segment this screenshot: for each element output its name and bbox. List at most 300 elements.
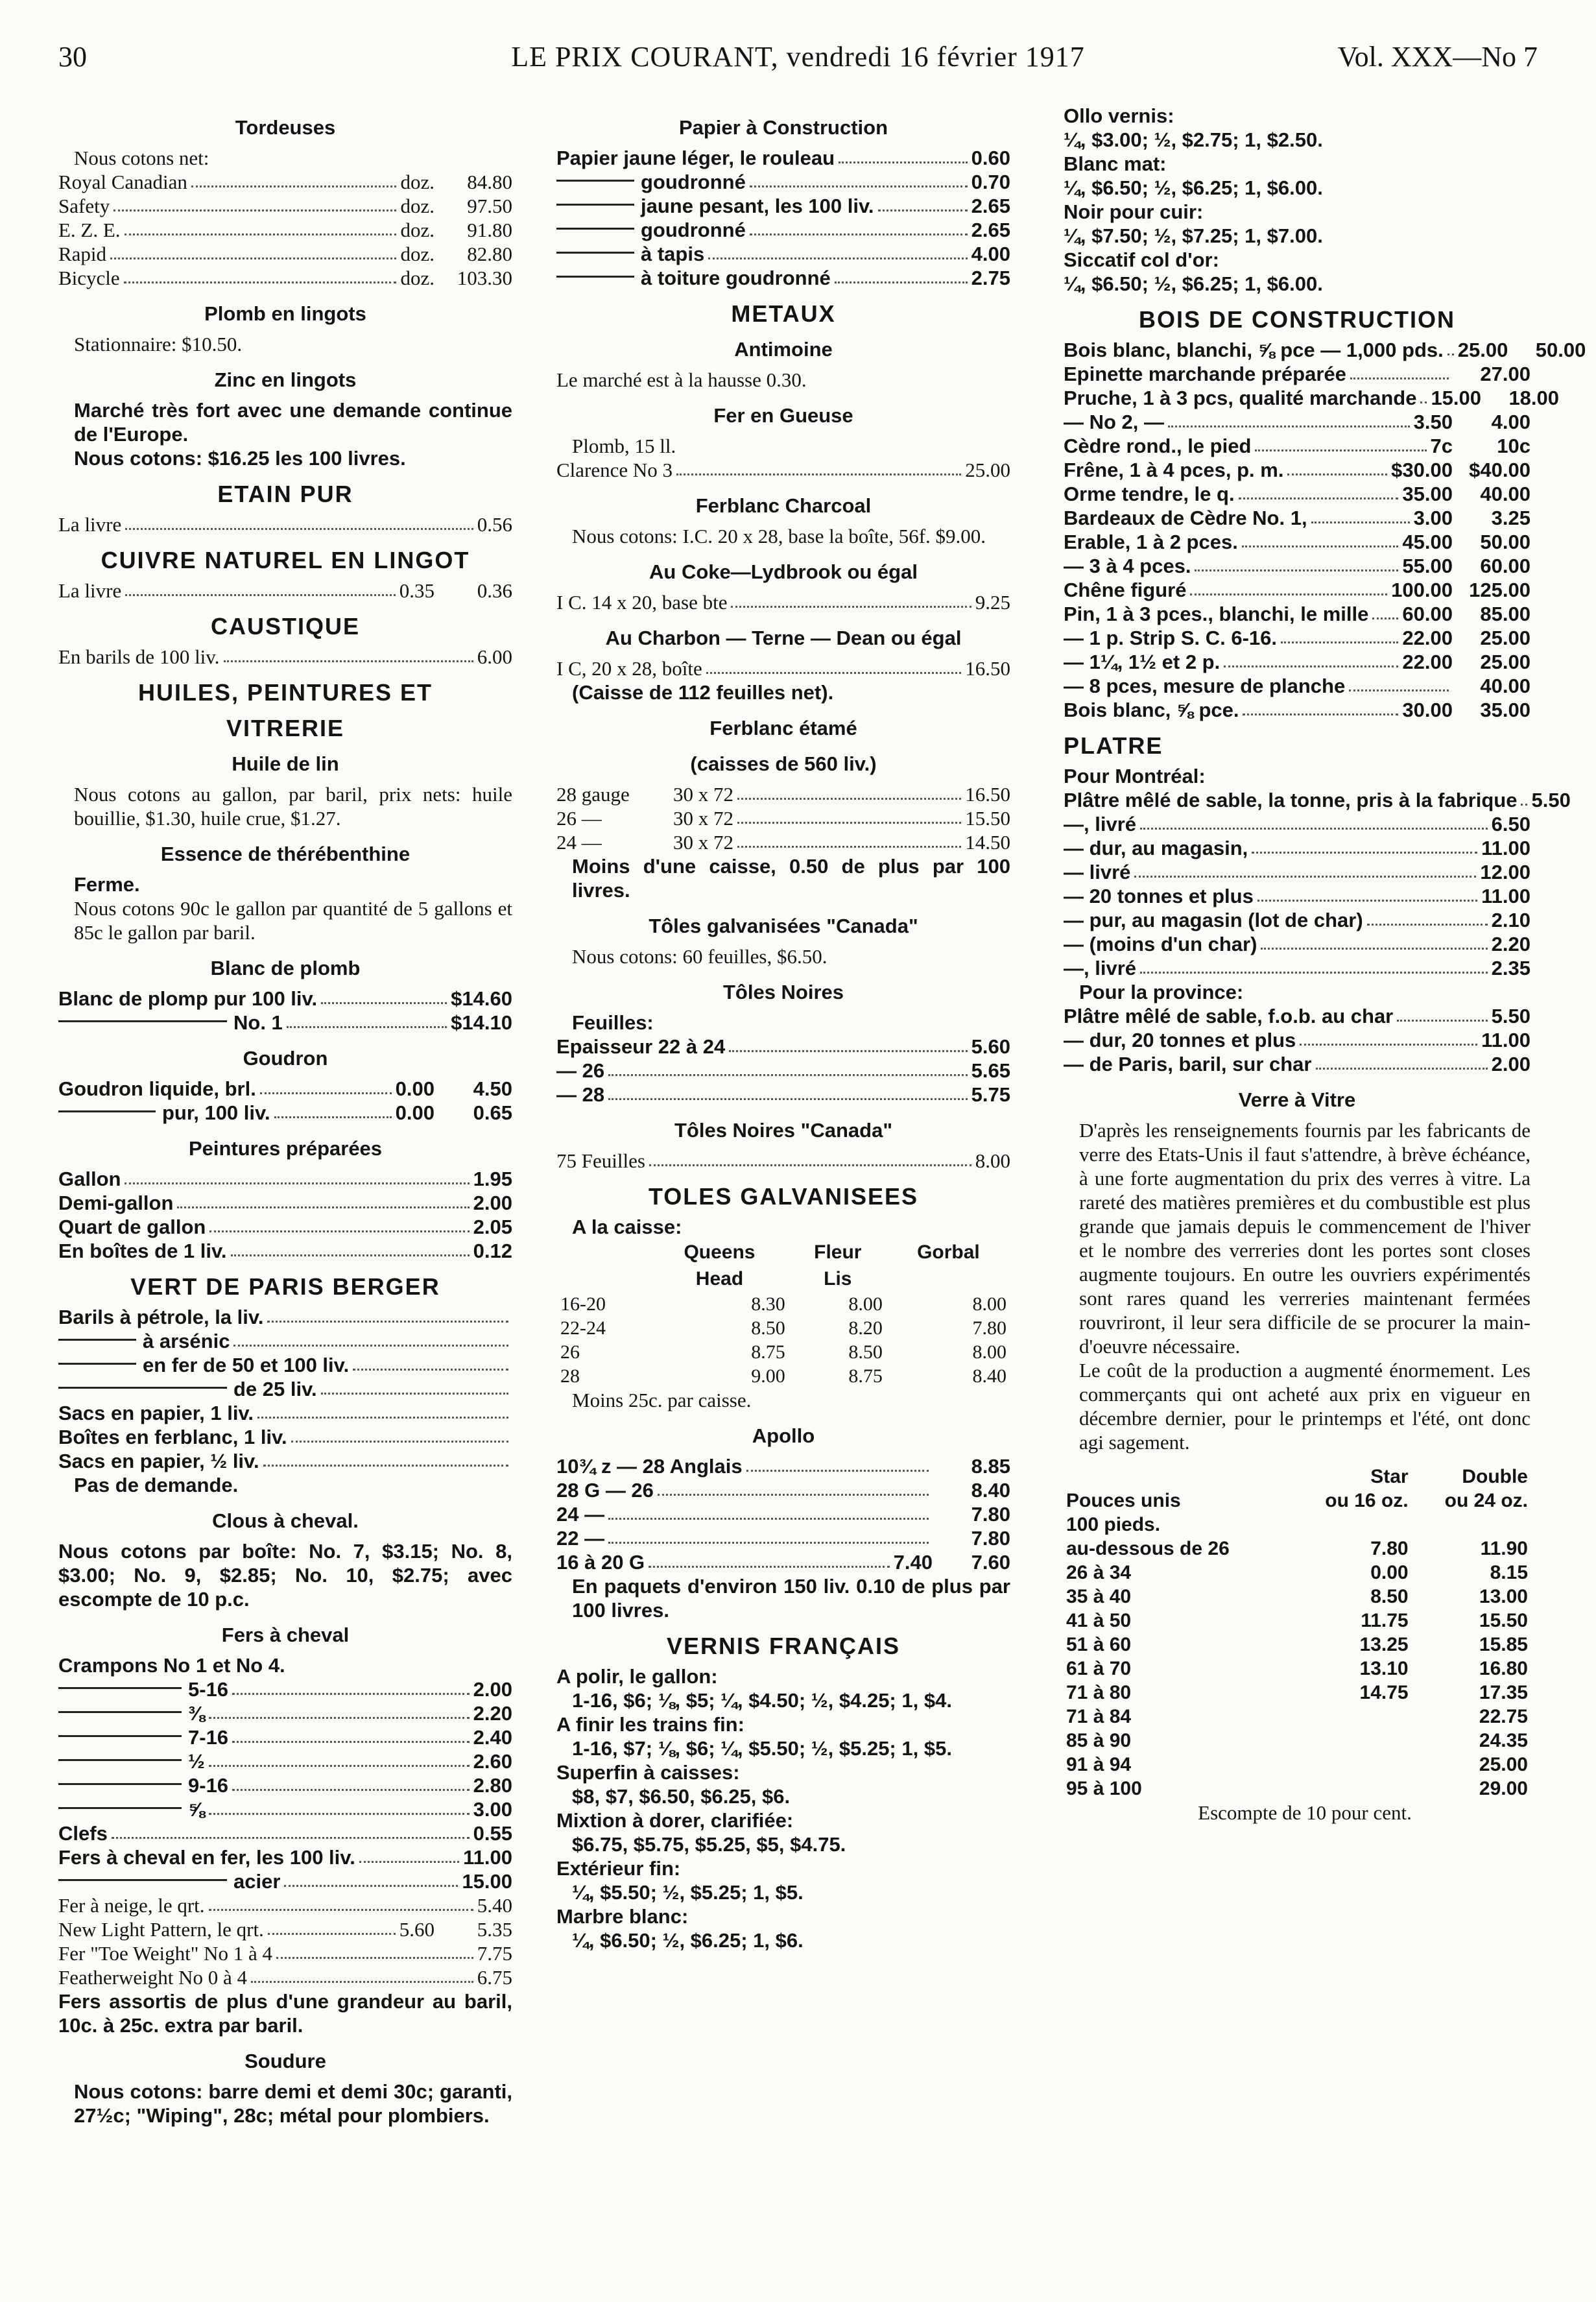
caisse-note: (Caisse de 112 feuilles net). <box>572 681 834 704</box>
dot-leader <box>1224 650 1398 667</box>
section-heading: Verre à Vitre <box>1238 1088 1356 1111</box>
table-cell: 8.20 <box>848 1317 883 1339</box>
price-line: New Light Pattern, le qrt. 5.60 5.35 <box>58 1918 512 1941</box>
price-line <box>1064 932 1530 956</box>
region-label: Pour la province: <box>1079 981 1244 1003</box>
section-heading: Tôles Noires <box>722 981 844 1003</box>
item-price: 4.00 <box>971 243 1010 265</box>
item-price: 16.50 <box>965 783 1010 806</box>
price-a: 55.00 <box>1402 555 1453 577</box>
section-heading: Peintures préparées <box>188 1137 383 1160</box>
table-row <box>1064 1753 1530 1777</box>
item-name: à arsénic <box>58 1329 230 1353</box>
item-name: Sacs en papier, ½ liv. <box>58 1450 259 1472</box>
list-item <box>58 1353 512 1377</box>
dot-leader <box>209 1797 470 1815</box>
dot-leader <box>839 146 968 163</box>
list-item <box>58 1305 512 1329</box>
section-heading: PLATRE <box>1064 732 1163 759</box>
section-heading: BOIS DE CONSTRUCTION <box>1138 306 1455 333</box>
vernis-values: ¼, $5.50; ½, $5.25; 1, $5. <box>572 1881 804 1904</box>
column-header: Lis <box>824 1268 852 1289</box>
plomb-text: Stationnaire: $10.50. <box>74 333 243 355</box>
dot-leader <box>708 242 967 259</box>
list-item <box>58 1329 512 1353</box>
crampons-label: Crampons No 1 et No 4. <box>58 1654 285 1677</box>
section-heading: Fer en Gueuse <box>713 404 853 427</box>
table-cell: 24.35 <box>1479 1730 1528 1751</box>
price-line <box>58 218 512 242</box>
vernis-label: Noir pour cuir: <box>1064 200 1204 223</box>
item-name: 22 — <box>556 1527 605 1550</box>
dot-leader <box>113 194 396 211</box>
item-name: Demi-gallon <box>58 1192 174 1214</box>
item-name: —, livré <box>1064 813 1136 835</box>
item-price: 10c <box>1497 435 1530 457</box>
price-line <box>58 170 512 194</box>
price-line: La livre 0.35 0.36 <box>58 579 512 602</box>
dot-leader <box>649 1550 890 1568</box>
toles-canada-text: Nous cotons: 60 feuilles, $6.50. <box>572 945 828 968</box>
item-price: 84.80 <box>467 171 512 193</box>
dot-leader <box>1195 554 1398 571</box>
dot-leader <box>1350 362 1449 379</box>
dot-leader <box>1168 410 1410 427</box>
section-heading: Fers à cheval <box>221 1624 350 1646</box>
item-price: 11.00 <box>1481 837 1530 859</box>
table-row <box>556 1340 1010 1364</box>
item-price: 103.30 <box>457 267 512 289</box>
price-line <box>556 146 1010 170</box>
section-heading: CAUSTIQUE <box>210 613 360 640</box>
table-cell: 8.75 <box>848 1365 883 1387</box>
item-price: 2.20 <box>1491 933 1530 955</box>
price-a: $30.00 <box>1391 459 1453 481</box>
item-price: 14.50 <box>965 831 1010 854</box>
table-cell: 8.75 <box>751 1341 785 1363</box>
dot-leader <box>737 806 961 824</box>
item-price: 2.20 <box>473 1702 512 1725</box>
table-cell: 13.10 <box>1359 1658 1409 1679</box>
price-line: Fer "Toe Weight" No 1 à 4 7.75 <box>58 1942 512 1965</box>
price-line <box>1064 434 1530 458</box>
price-line <box>58 194 512 218</box>
table-cell: 35 à 40 <box>1066 1586 1132 1607</box>
item-name: ⅜ <box>58 1701 205 1725</box>
price-line: pur, 100 liv. 0.00 0.65 <box>58 1101 512 1125</box>
table-cell: 41 à 50 <box>1066 1610 1132 1631</box>
table-cell: 91 à 94 <box>1066 1754 1132 1775</box>
vernis-label: A polir, le gallon: <box>556 1665 718 1688</box>
vernis-label: Ollo vernis: <box>1064 104 1174 127</box>
price-line <box>58 1167 512 1191</box>
dot-leader <box>1252 836 1477 854</box>
subheading: Huile de lin <box>232 752 339 775</box>
gauge: 28 gauge <box>556 783 630 806</box>
item-name: — 28 <box>556 1083 605 1106</box>
price-line: En barils de 100 liv. 6.00 <box>58 645 512 668</box>
escompte-note: Escompte de 10 pour cent. <box>1198 1801 1412 1824</box>
price-line <box>1064 530 1530 554</box>
vert-list <box>58 1305 512 1473</box>
etame-list <box>556 782 1010 854</box>
vernis-values: ¼, $6.50; ½, $6.25; 1, $6.00. <box>1064 176 1323 199</box>
dot-leader <box>1420 386 1427 403</box>
dot-leader <box>209 1749 470 1767</box>
item-price: 2.00 <box>473 1192 512 1214</box>
price-line <box>1064 1004 1530 1028</box>
list-item <box>58 1377 512 1401</box>
item-price: 0.60 <box>971 147 1010 169</box>
table-cell: 8.15 <box>1490 1562 1528 1583</box>
item-price: 7.80 <box>971 1503 1010 1526</box>
item-name: en fer de 50 et 100 liv. <box>58 1353 349 1377</box>
item-price: 50.00 <box>1480 531 1530 553</box>
item-name: 16 à 20 G <box>556 1551 645 1574</box>
item-price: 97.50 <box>467 195 512 217</box>
essence-text: Nous cotons 90c le gallon par quantité de 5 gallons et 85c le gallon par baril. <box>74 897 512 944</box>
item-name: En boîtes de 1 liv. <box>58 1240 227 1262</box>
dot-leader <box>1372 602 1398 619</box>
item-price: 2.40 <box>473 1726 512 1749</box>
section-heading: Tôles galvanisées "Canada" <box>649 915 918 937</box>
item-price: 15.50 <box>965 807 1010 830</box>
item-price: $40.00 <box>1469 459 1530 481</box>
price-line <box>1064 554 1530 578</box>
dot-leader <box>125 1167 469 1184</box>
antimoine-text: Le marché est à la hausse 0.30. <box>556 368 807 391</box>
price-line <box>1064 602 1530 626</box>
dot-leader <box>1349 674 1449 691</box>
dot-leader <box>1257 884 1477 902</box>
price-line: Fers à cheval en fer, les 100 liv. 11.00 <box>58 1846 512 1869</box>
table-cell <box>1291 1705 1411 1729</box>
item-price: 125.00 <box>1469 579 1530 601</box>
verre-paragraph: Le coût de la production a augmenté énormement. Les commerçants qui ont acheté aux prix en vigueur en décembre dernier, pour le printemps et l'été, ont donc agi sagement. <box>1079 1359 1530 1454</box>
item-name: Boîtes en ferblanc, 1 liv. <box>58 1426 287 1448</box>
price-line <box>556 1502 1010 1526</box>
item-price: 6.50 <box>1491 813 1530 835</box>
price-line <box>1064 956 1530 980</box>
section-heading: Tôles Noires "Canada" <box>674 1119 893 1142</box>
verre-paragraph: D'après les renseignements fournis par les fabricants de verre des Etats-Unis il faut s'attendre, à brève échéance, à une forte augmentation du prix des verres à vitre. La rareté des matières premières et du combustible est plus grande que jamais depuis le commencement de l'hiver et le nombre des verreries dont les portes sont closes augmente toujours. En outre les ouvriers expérimentés sont rares quand les verreries maintenant fermées rouvriront, il leur sera difficile de se procurer la main-d'oeuvre nécessaire. <box>1079 1119 1530 1358</box>
dot-leader <box>1311 506 1410 523</box>
price-line <box>556 1035 1010 1059</box>
table-cell: 71 à 84 <box>1066 1706 1132 1727</box>
item-price: 2.60 <box>473 1750 512 1773</box>
item-name: — (moins d'un char) <box>1064 933 1257 955</box>
dot-leader <box>737 830 961 848</box>
item-price: 2.05 <box>473 1216 512 1238</box>
price-line <box>556 1083 1010 1107</box>
item-price: 2.00 <box>1491 1053 1530 1075</box>
price-a: 3.00 <box>1413 507 1453 529</box>
price-line <box>58 1725 512 1749</box>
dot-leader <box>835 266 968 283</box>
price-line <box>1064 410 1530 434</box>
item-name: Orme tendre, le q. <box>1064 483 1235 505</box>
price-line: I C. 14 x 20, base bte 9.25 <box>556 591 1010 614</box>
dot-leader <box>1140 812 1488 830</box>
papier-list <box>556 146 1010 290</box>
item-price: 2.00 <box>473 1678 512 1701</box>
vernis-label: Extérieur fin: <box>556 1857 681 1880</box>
platre-list <box>1064 788 1571 980</box>
table-cell: 26 à 34 <box>1066 1562 1132 1583</box>
price-line <box>58 1191 512 1215</box>
dot-leader <box>608 1083 968 1100</box>
price-line <box>1064 860 1530 884</box>
item-price: 91.80 <box>467 219 512 241</box>
item-price: 60.00 <box>1480 555 1530 577</box>
plomb-line: Plomb, 15 ll. <box>572 435 676 457</box>
vernis-values: ¼, $6.50; ½, $6.25; 1, $6. <box>572 1929 804 1952</box>
item-price: 5.50 <box>1491 1005 1530 1027</box>
size: 30 x 72 <box>673 807 733 830</box>
dot-leader <box>191 170 397 187</box>
table-cell: 16.80 <box>1479 1658 1528 1679</box>
dot-leader <box>125 218 397 235</box>
price-line <box>556 830 1010 854</box>
item-name: ½ <box>58 1749 205 1773</box>
price-a: 60.00 <box>1402 603 1453 625</box>
item-name: goudronné <box>556 170 746 194</box>
table-cell <box>1291 1729 1411 1753</box>
item-name: 28 G — 26 <box>556 1479 654 1502</box>
item-name: — de Paris, baril, sur char <box>1064 1053 1312 1075</box>
vernis-values: ¼, $6.50; ½, $6.25; 1, $6.00. <box>1064 272 1323 295</box>
item-name: — 20 tonnes et plus <box>1064 885 1254 907</box>
toles-galv-table <box>556 1239 1010 1388</box>
price-a: 7c <box>1430 435 1453 457</box>
dot-leader <box>124 266 397 283</box>
dot-leader <box>1140 956 1488 974</box>
price-line <box>556 1526 1010 1550</box>
item-price: 4.00 <box>1491 411 1530 433</box>
item-price: 50.00 <box>1535 339 1586 361</box>
vernis-values: ¼, $3.00; ½, $2.75; 1, $2.50. <box>1064 128 1323 151</box>
price-line <box>58 1215 512 1239</box>
table-cell: 8.00 <box>848 1293 883 1315</box>
item-price: 40.00 <box>1480 675 1530 697</box>
price-a: 7.40 <box>893 1551 933 1574</box>
item-name: — 26 <box>556 1059 605 1082</box>
table-row <box>1064 1633 1530 1657</box>
price-a: 25.00 <box>1457 339 1508 361</box>
table-cell <box>1291 1777 1411 1801</box>
dot-leader <box>209 1215 469 1232</box>
column-header: Gorbal <box>917 1241 980 1263</box>
price-a: 22.00 <box>1402 651 1453 673</box>
price-line <box>556 266 1010 290</box>
item-unit: doz. <box>400 243 435 265</box>
item-name: 24 — <box>556 1503 605 1526</box>
item-name: — livré <box>1064 861 1131 883</box>
dot-leader <box>233 1329 508 1347</box>
table-cell: 11.90 <box>1480 1538 1528 1559</box>
item-name: Safety <box>58 195 110 217</box>
dot-leader <box>608 1526 929 1544</box>
item-price: 2.65 <box>971 219 1010 241</box>
table-cell: 0.00 <box>1370 1562 1409 1583</box>
vernis-values: 1-16, $7; ⅛, $6; ¼, $5.50; ½, $5.25; 1, $5. <box>572 1737 952 1760</box>
item-price: 11.00 <box>1481 1029 1530 1051</box>
table-row <box>1064 1705 1530 1729</box>
subheading: (caisses de 560 liv.) <box>690 752 877 775</box>
dot-leader <box>321 1377 508 1395</box>
dot-leader <box>1521 788 1527 806</box>
item-price: 0.70 <box>971 171 1010 193</box>
dot-leader <box>1281 626 1398 643</box>
table-cell: 8.00 <box>972 1293 1006 1315</box>
price-a: 45.00 <box>1402 531 1453 553</box>
soudure-text: Nous cotons: barre demi et demi 30c; garanti, 27½c; "Wiping", 28c; métal pour plombiers. <box>74 2080 512 2127</box>
price-line: Clarence No 3 25.00 <box>556 459 1010 481</box>
item-name: à tapis <box>556 242 704 266</box>
price-line <box>556 1550 1010 1574</box>
item-unit: doz. <box>400 219 435 241</box>
item-name: Plâtre mêlé de sable, f.o.b. au char <box>1064 1005 1394 1027</box>
dot-leader <box>658 1478 929 1496</box>
table-cell: 9.00 <box>751 1365 785 1387</box>
tordeuses-list <box>58 170 512 290</box>
section-heading: Clous à cheval. <box>212 1509 359 1532</box>
dot-leader <box>737 782 961 800</box>
price-line <box>1064 650 1530 674</box>
section-heading: Zinc en lingots <box>214 368 357 391</box>
price-line <box>556 170 1010 194</box>
dot-leader <box>878 194 968 211</box>
dot-leader <box>1239 482 1399 499</box>
dot-leader <box>1367 908 1488 926</box>
item-price: 85.00 <box>1480 603 1530 625</box>
table-cell: 8.40 <box>972 1365 1006 1387</box>
table-cell: 7.80 <box>1370 1538 1409 1559</box>
price-a: 22.00 <box>1402 627 1453 649</box>
section-heading: Plomb en lingots <box>204 302 366 325</box>
column-header: Star <box>1370 1466 1409 1487</box>
zinc-text: Marché très fort avec une demande continue de l'Europe. <box>74 399 512 446</box>
price-line <box>1064 674 1530 698</box>
table-row <box>1064 1729 1530 1753</box>
gauge: 24 — <box>556 831 602 854</box>
column-header: Fleur <box>814 1241 862 1263</box>
item-name: ⅝ <box>58 1797 205 1821</box>
section-heading: Au Coke—Lydbrook ou égal <box>649 560 918 583</box>
item-name: — 1 p. Strip S. C. 6-16. <box>1064 627 1278 649</box>
table-row <box>1064 1777 1530 1801</box>
huile-text: Nous cotons au gallon, par baril, prix nets: huile bouillie, $1.30, huile crue, $1.27. <box>74 783 512 830</box>
subheading: A la caisse: <box>572 1216 682 1238</box>
apollo-list <box>556 1454 1010 1574</box>
item-price: 27.00 <box>1480 363 1530 385</box>
dot-leader <box>1447 338 1454 355</box>
table-row <box>1064 1609 1530 1633</box>
price-line <box>556 194 1010 218</box>
gauge: 26 — <box>556 807 602 830</box>
section-heading: Essence de thérébenthine <box>160 843 411 865</box>
table-cell: 8.50 <box>848 1341 883 1363</box>
price-line <box>1064 626 1530 650</box>
table-cell: 13.25 <box>1359 1634 1409 1655</box>
section-heading: Papier à Construction <box>678 116 888 139</box>
price-a: 3.50 <box>1413 411 1453 433</box>
table-cell: 51 à 60 <box>1066 1634 1132 1655</box>
table-row <box>1064 1537 1530 1561</box>
price-a: 30.00 <box>1402 699 1453 721</box>
crampons-list <box>58 1677 512 1821</box>
price-line <box>1064 458 1530 482</box>
price-line <box>1064 362 1530 386</box>
table-cell: 13.00 <box>1479 1586 1528 1607</box>
item-name: — No 2, — <box>1064 411 1165 433</box>
item-name: Pruche, 1 à 3 pcs, qualité marchande <box>1064 387 1417 409</box>
section-heading: HUILES, PEINTURES ET <box>137 679 433 706</box>
price-line: acier 15.00 <box>58 1869 512 1893</box>
feuilles-label: Feuilles: <box>572 1011 654 1034</box>
dot-leader <box>1316 1052 1488 1070</box>
item-name: — dur, 20 tonnes et plus <box>1064 1029 1296 1051</box>
item-name: Papier jaune léger, le rouleau <box>556 147 835 169</box>
clous-text: Nous cotons par boîte: No. 7, $3.15; No. 8, $3.00; No. 9, $2.85; No. 10, $2.75; avec escompte de 10 p.c. <box>58 1540 512 1611</box>
item-name: goudronné <box>556 218 746 242</box>
price-line <box>58 1701 512 1725</box>
peintures-list <box>58 1167 512 1263</box>
table-cell: 14.75 <box>1359 1682 1409 1703</box>
column-1 <box>58 104 512 2128</box>
section-heading: VITRERIE <box>226 715 345 741</box>
table-row <box>556 1364 1010 1388</box>
item-name: Gallon <box>58 1168 121 1190</box>
size: 30 x 72 <box>673 831 733 854</box>
table-cell: 7.80 <box>972 1317 1006 1339</box>
item-name: 9-16 <box>58 1773 228 1797</box>
table-cell: 26 <box>560 1341 580 1363</box>
item-price: 5.75 <box>971 1083 1010 1106</box>
platre-province-list <box>1064 1004 1530 1076</box>
price-line <box>58 1749 512 1773</box>
dot-leader <box>177 1191 469 1208</box>
dot-leader <box>1190 578 1387 595</box>
table-cell: 95 à 100 <box>1066 1778 1142 1799</box>
column-2 <box>556 104 1010 1952</box>
item-name: — 3 à 4 pces. <box>1064 555 1191 577</box>
item-name: Bois blanc, blanchi, ⅝ pce — 1,000 pds. <box>1064 339 1444 361</box>
etame-note: Moins d'une caisse, 0.50 de plus par 100 livres. <box>572 855 1010 902</box>
item-price: 11.00 <box>1481 885 1530 907</box>
table-cell: 29.00 <box>1479 1778 1528 1799</box>
dot-leader <box>1397 1004 1487 1022</box>
dot-leader <box>750 218 968 235</box>
table-cell: 8.50 <box>1370 1586 1409 1607</box>
region-label: Pour Montréal: <box>1064 765 1206 787</box>
table-cell: 71 à 80 <box>1066 1682 1132 1703</box>
item-name: — pur, au magasin (lot de char) <box>1064 909 1363 931</box>
item-price: 35.00 <box>1480 699 1530 721</box>
table-cell: 85 à 90 <box>1066 1730 1132 1751</box>
dot-leader <box>608 1502 929 1520</box>
vernis-label: Marbre blanc: <box>556 1905 689 1928</box>
vernis-values: 1-16, $6; ⅛, $5; ¼, $4.50; ½, $4.25; 1, $4. <box>572 1689 952 1712</box>
price-line: Fer à neige, le qrt. 5.40 <box>58 1894 512 1917</box>
subheading: Antimoine <box>734 338 833 361</box>
price-line: No. 1 $14.10 <box>58 1011 512 1035</box>
item-price: 7.60 <box>971 1551 1010 1574</box>
item-name: à toiture goudronné <box>556 266 831 290</box>
dot-leader <box>232 1725 470 1743</box>
dot-leader <box>209 1701 470 1719</box>
section-heading: Soudure <box>244 2050 326 2072</box>
